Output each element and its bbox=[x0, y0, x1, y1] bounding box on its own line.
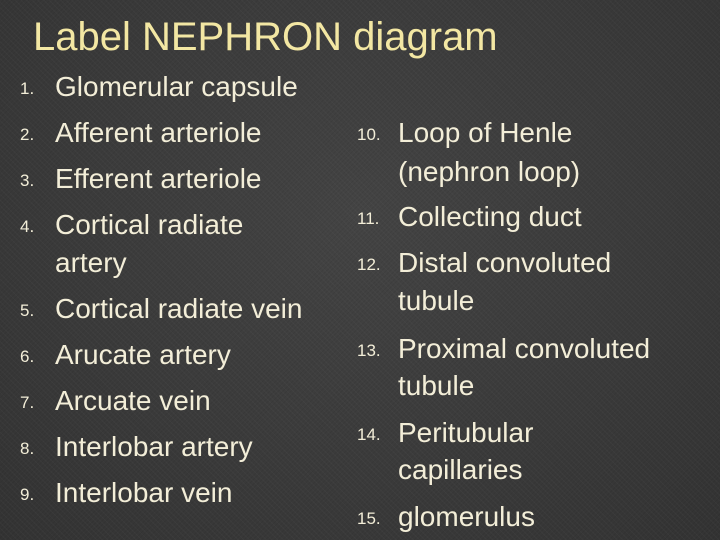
list-item-label: Peritubular bbox=[398, 417, 534, 448]
page-title: Label NEPHRON diagram bbox=[33, 15, 498, 59]
list-item-label: Interlobar artery bbox=[55, 431, 253, 462]
list-item-number: 3. bbox=[20, 171, 35, 190]
list-item-label: Afferent arteriole bbox=[55, 117, 262, 148]
list-item-label: glomerulus bbox=[398, 501, 535, 532]
list-item-label-continued: capillaries bbox=[398, 454, 523, 485]
list-item-label: Loop of Henle bbox=[398, 117, 573, 148]
list-item-label: Arcuate vein bbox=[55, 385, 211, 416]
list-item-number: 12. bbox=[357, 255, 381, 274]
list-item-label-continued: tubule bbox=[398, 370, 475, 401]
list-item-number: 9. bbox=[20, 485, 35, 504]
list-item-label-continued: (nephron loop) bbox=[398, 156, 581, 187]
list-item-label: Efferent arteriole bbox=[55, 163, 262, 194]
list-item-label: Collecting duct bbox=[398, 201, 582, 232]
list-item-label: Cortical radiate vein bbox=[55, 293, 303, 324]
list-item-number: 7. bbox=[20, 393, 35, 412]
list-item-label: Distal convoluted bbox=[398, 247, 612, 278]
list-item-label-continued: tubule bbox=[398, 285, 475, 316]
list-item-label-continued: artery bbox=[55, 247, 127, 278]
list-item-number: 5. bbox=[20, 301, 35, 320]
list-item-label: Glomerular capsule bbox=[55, 71, 298, 102]
list-item-number: 14. bbox=[357, 425, 381, 444]
list-item-number: 4. bbox=[20, 217, 35, 236]
list-item-number: 11. bbox=[357, 209, 380, 228]
list-item-number: 6. bbox=[20, 347, 35, 366]
list-item-label: Interlobar vein bbox=[55, 477, 233, 508]
list-item-label: Proximal convoluted bbox=[398, 333, 651, 364]
list-item-number: 15. bbox=[357, 509, 381, 528]
list-item-number: 13. bbox=[357, 341, 381, 360]
list-item-label: Cortical radiate bbox=[55, 209, 244, 240]
list-item-number: 1. bbox=[20, 79, 35, 98]
list-item-number: 8. bbox=[20, 439, 35, 458]
list-item-number: 10. bbox=[357, 125, 381, 144]
list-item-label: Arucate artery bbox=[55, 339, 231, 370]
list-item-number: 2. bbox=[20, 125, 35, 144]
